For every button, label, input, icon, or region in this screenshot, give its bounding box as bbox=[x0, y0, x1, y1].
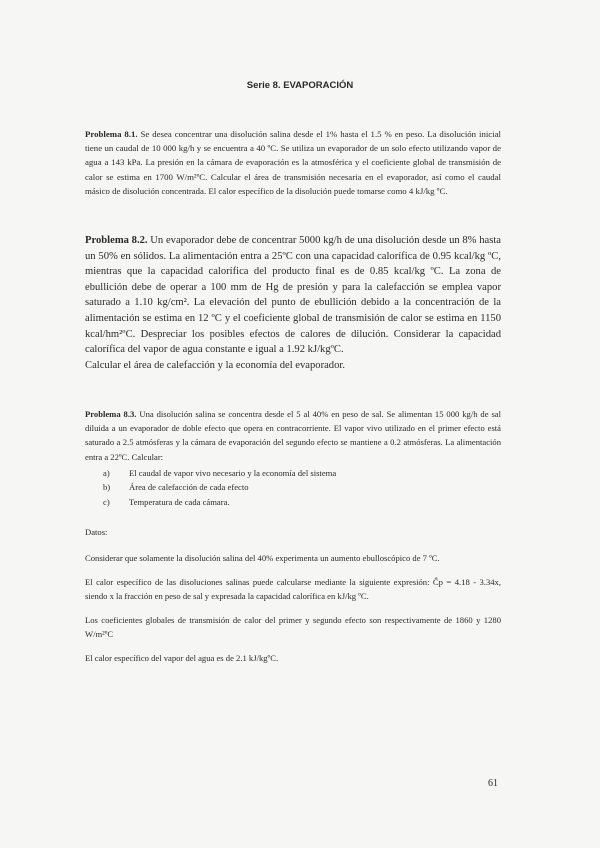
item-letter: a) bbox=[103, 467, 110, 478]
item-text: Área de calefacción de cada efecto bbox=[129, 482, 249, 493]
problem-question: Calcular el área de calefacción y la economía del evaporador. bbox=[85, 359, 345, 371]
data-paragraph: Los coeficientes globales de transmisión de calor del primer y segundo efecto son respectivamente de 1860 y 1280 W/m²ºC bbox=[85, 615, 501, 639]
problem-8-3 bbox=[85, 407, 501, 509]
problem-8-1 bbox=[85, 127, 501, 198]
page-title: Serie 8. EVAPORACIÓN bbox=[246, 80, 354, 91]
page-number: 61 bbox=[488, 778, 498, 789]
data-paragraph: Considerar que solamente la disolución salina del 40% experimenta un aumento ebulloscópico de 7 ºC. bbox=[85, 552, 440, 563]
data-paragraph: El calor específico del vapor del agua es de 2.1 kJ/kgºC. bbox=[85, 653, 279, 663]
question-list bbox=[85, 466, 501, 510]
problem-text: Un evaporador debe de concentrar 5000 kg/h de una disolución desde un 8% hasta un 50% en sólidos. La alimentación entra a 25ºC con una capacidad calorífica de 0.95 kcal/kg ºC, mientras que la capacidad calorífica del producto final es de 0.85 kcal/kg ºC. La zona de ebullición debe de operar a 100 mm de Hg de presión y para la calefacción se emplea vapor saturado a 1.10 kg/cm². La elevación del punto de ebullición debido a la concentración de la alimentación se estima en 12 ºC y el coeficiente global de transmisión de calor se estima en 1150 kcal/hm²ºC. Despreciar los posibles efectos de calores de dilución. Considerar la capacidad calorífica del vapor de agua constante e igual a 1.92 kJ/kgºC. bbox=[85, 235, 501, 356]
item-letter: c) bbox=[103, 496, 110, 507]
data-paragraph: El calor específico de las disoluciones salinas puede calcularse mediante la siguiente expresión: Ĉp = 4.18 - 3.34x, siendo x la fracción en peso de sal y expresada la capacidad calorífica en kJ/kg ºC. bbox=[85, 577, 501, 601]
item-text: El caudal de vapor vivo necesario y la economía del sistema bbox=[129, 467, 337, 478]
list-item bbox=[103, 480, 501, 495]
problem-label: Problema 8.3. bbox=[85, 409, 137, 419]
item-letter: b) bbox=[103, 482, 111, 493]
problem-8-2 bbox=[85, 233, 501, 373]
problem-text: Una disolución salina se concentra desde el 5 al 40% en peso de sal. Se alimentan 15 000 kg/h de sal diluida a un evaporador de doble efecto que opera en contracorriente. El vapor vivo utilizado en el primer efecto está saturado a 2.5 atmósferas y la cámara de evaporación del segundo efecto se mantiene a 0.2 atmósferas. La alimentación entra a 22ºC. Calcular: bbox=[85, 409, 501, 462]
item-text: Temperatura de cada cámara. bbox=[129, 496, 230, 507]
list-item bbox=[103, 495, 501, 510]
data-heading: Datos: bbox=[85, 527, 108, 537]
problem-label: Problema 8.2. bbox=[85, 235, 148, 246]
problem-label: Problema 8.1. bbox=[85, 129, 138, 139]
problem-text: Se desea concentrar una disolución salina desde el 1% hasta el 1.5 % en peso. La disolución inicial tiene un caudal de 10 000 kg/h y se encuentra a 40 ºC. Se utiliza un evaporador de un solo efecto utilizando vapor de agua a 143 kPa. La presión en la cámara de evaporación es la atmosférica y el coeficiente global de transmisión de calor se estima en 1700 W/m²ºC. Calcular el área de transmisión necesaria en el evaporador, así como el caudal másico de disolución concentrada. El calor específico de la disolución puede tomarse como 4 kJ/kg ºC. bbox=[85, 129, 501, 196]
data-section bbox=[85, 526, 501, 677]
list-item bbox=[103, 466, 501, 481]
